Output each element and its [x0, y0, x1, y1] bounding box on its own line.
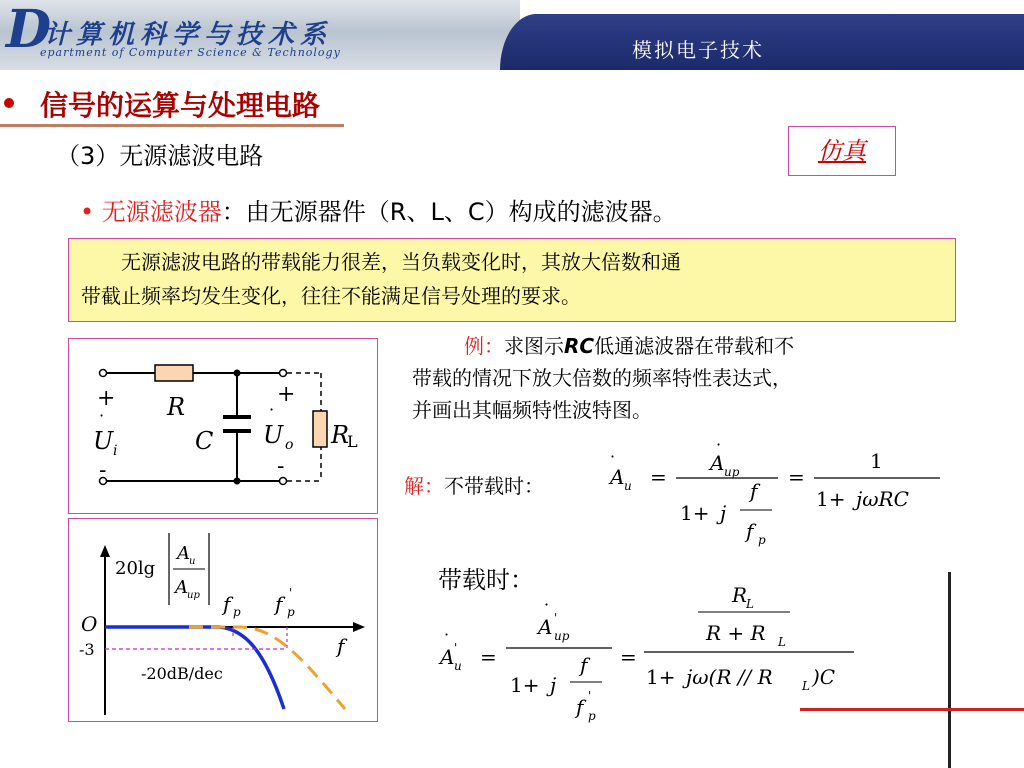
example-line-2: 带载的情况下放大倍数的频率特性表达式，: [412, 366, 792, 390]
au2-sub: u: [454, 659, 462, 673]
den-r-plus-rl-sub: L: [778, 635, 786, 649]
label-uo: U: [263, 421, 284, 449]
label-uo-sub: o: [285, 437, 294, 453]
aup2-prime: ': [554, 611, 558, 625]
section-underline: [0, 124, 344, 127]
label-rl: R: [331, 421, 350, 449]
example-line-1a: 求图示: [504, 334, 564, 358]
au2: A: [440, 645, 455, 669]
uo-dot: ·: [269, 400, 275, 419]
denom-4-close: )C: [812, 665, 836, 689]
au-sub: u: [624, 479, 632, 493]
eq-2: =: [788, 465, 805, 489]
label-ui-sub: i: [113, 443, 118, 459]
label-rl-sub: L: [347, 432, 358, 451]
aup2: A: [538, 615, 553, 639]
au-dot: ·: [610, 447, 616, 466]
loaded-label: 带载时：: [438, 566, 534, 594]
au2-prime: ': [454, 641, 458, 655]
num-rl-sub: L: [746, 597, 754, 611]
ui-dot: ·: [99, 406, 105, 425]
aup: A: [710, 451, 725, 475]
denom-3-f: f: [580, 653, 588, 677]
fp-label-sub: p: [233, 605, 241, 619]
label-ui: U: [93, 427, 114, 455]
crosshair-horizontal: [800, 708, 1024, 711]
example-text: [412, 330, 972, 426]
unloaded-formula: [600, 440, 960, 550]
solution-prefix: 解：: [404, 474, 444, 498]
note-line-2: 带截止频率均发生变化，往往不能满足信号处理的要求。: [81, 284, 581, 308]
label-r: R: [167, 393, 186, 421]
example-line-1: [412, 330, 972, 362]
fp2-prime: ': [289, 586, 293, 600]
definition-term: 无源滤波器: [101, 198, 222, 226]
x-axis-arrow: [353, 622, 365, 632]
denom-fp: f: [746, 519, 754, 543]
input-plus: +: [97, 386, 116, 411]
au2-dot: ·: [444, 625, 450, 644]
definition-text: ：由无源器件（R、L、C）构成的滤波器。: [221, 198, 677, 226]
definition-bullet: •: [80, 198, 102, 226]
y-axis-label: 20lg: [115, 558, 156, 579]
denom-4-sub: L: [802, 679, 810, 693]
num-1: 1: [870, 449, 883, 473]
definition-line: [80, 192, 677, 227]
example-line-1b: 低通滤波器在带载和不: [594, 334, 795, 358]
bode-aup: A: [175, 577, 188, 598]
eq-1: =: [650, 465, 667, 489]
den-r-plus-rl: R + R: [706, 621, 766, 645]
denom-1: 1+: [680, 501, 710, 525]
junction-bottom: [234, 478, 241, 485]
output-plus: +: [277, 382, 296, 407]
fp2-label: f: [275, 592, 283, 616]
aup-sub: up: [724, 465, 740, 479]
denom-2-jwrc: jωRC: [856, 487, 909, 511]
department-name: 计算机科学与技术系: [44, 20, 333, 50]
aup2-sub: up: [554, 629, 570, 643]
bode-aup-sub: up: [187, 590, 200, 601]
resistor-r: [155, 365, 193, 381]
output-terminal-top: [280, 370, 287, 377]
crosshair-vertical: [948, 572, 951, 768]
denom-j: j: [720, 501, 727, 525]
note-box: [68, 238, 956, 322]
denom-2: 1+: [816, 487, 846, 511]
example-label: 例：: [464, 334, 504, 358]
denom-4-expr: jω(R // R: [686, 665, 773, 689]
input-minus: -: [99, 458, 107, 483]
resistor-rl: [313, 411, 327, 447]
input-terminal-top: [100, 370, 107, 377]
denom-3-j: j: [550, 673, 557, 697]
denom-3-fp: f: [576, 695, 584, 719]
aup-dot: ·: [716, 440, 722, 454]
origin-label: O: [81, 612, 98, 636]
minus3-label: -3: [79, 640, 95, 659]
simulation-button[interactable]: 仿真: [788, 126, 896, 176]
f-axis-label: f: [337, 634, 345, 658]
bullet-dot-icon: [4, 98, 14, 108]
bode-plot: [69, 519, 377, 721]
y-axis-arrow: [100, 545, 110, 557]
sub-title: （3）无源滤波电路: [56, 142, 264, 170]
circuit-diagram-panel: [68, 338, 378, 514]
denom-3-fp-sub: p: [588, 709, 596, 723]
output-minus: -: [277, 454, 285, 479]
au: A: [610, 465, 625, 489]
denom-fp-sub: p: [758, 533, 766, 547]
rc-circuit-diagram: [69, 339, 377, 513]
eq-3: =: [480, 645, 497, 669]
eq-4: =: [620, 645, 637, 669]
solution-label: [404, 470, 544, 499]
fp2-label-sub: p: [287, 605, 295, 619]
unloaded-label: 不带载时：: [444, 474, 544, 498]
fp-label: f: [223, 592, 231, 616]
course-title: 模拟电子技术: [632, 38, 764, 62]
department-logo-initial: D: [6, 0, 52, 60]
bode-au: A: [177, 543, 190, 564]
example-rc: RC: [564, 334, 595, 358]
aup2-dot: ·: [544, 595, 550, 614]
department-name-en: epartment of Computer Science & Technology: [40, 46, 341, 59]
slope-label: -20dB/dec: [141, 664, 223, 683]
denom-3: 1+: [510, 673, 540, 697]
denom-4: 1+: [646, 665, 676, 689]
denom-3-fp-prime: ': [588, 689, 592, 703]
note-line-1: 无源滤波电路的带载能力很差，当负载变化时，其放大倍数和通: [121, 250, 681, 274]
label-c: C: [195, 427, 214, 455]
example-line-3: 并画出其幅频特性波特图。: [412, 398, 652, 422]
num-rl: R: [732, 583, 748, 607]
bode-au-sub: u: [189, 556, 196, 567]
header-banner: [0, 0, 1024, 70]
section-title: 信号的运算与处理电路: [40, 89, 321, 122]
denom-f: f: [750, 479, 758, 503]
bode-plot-panel: [68, 518, 378, 722]
